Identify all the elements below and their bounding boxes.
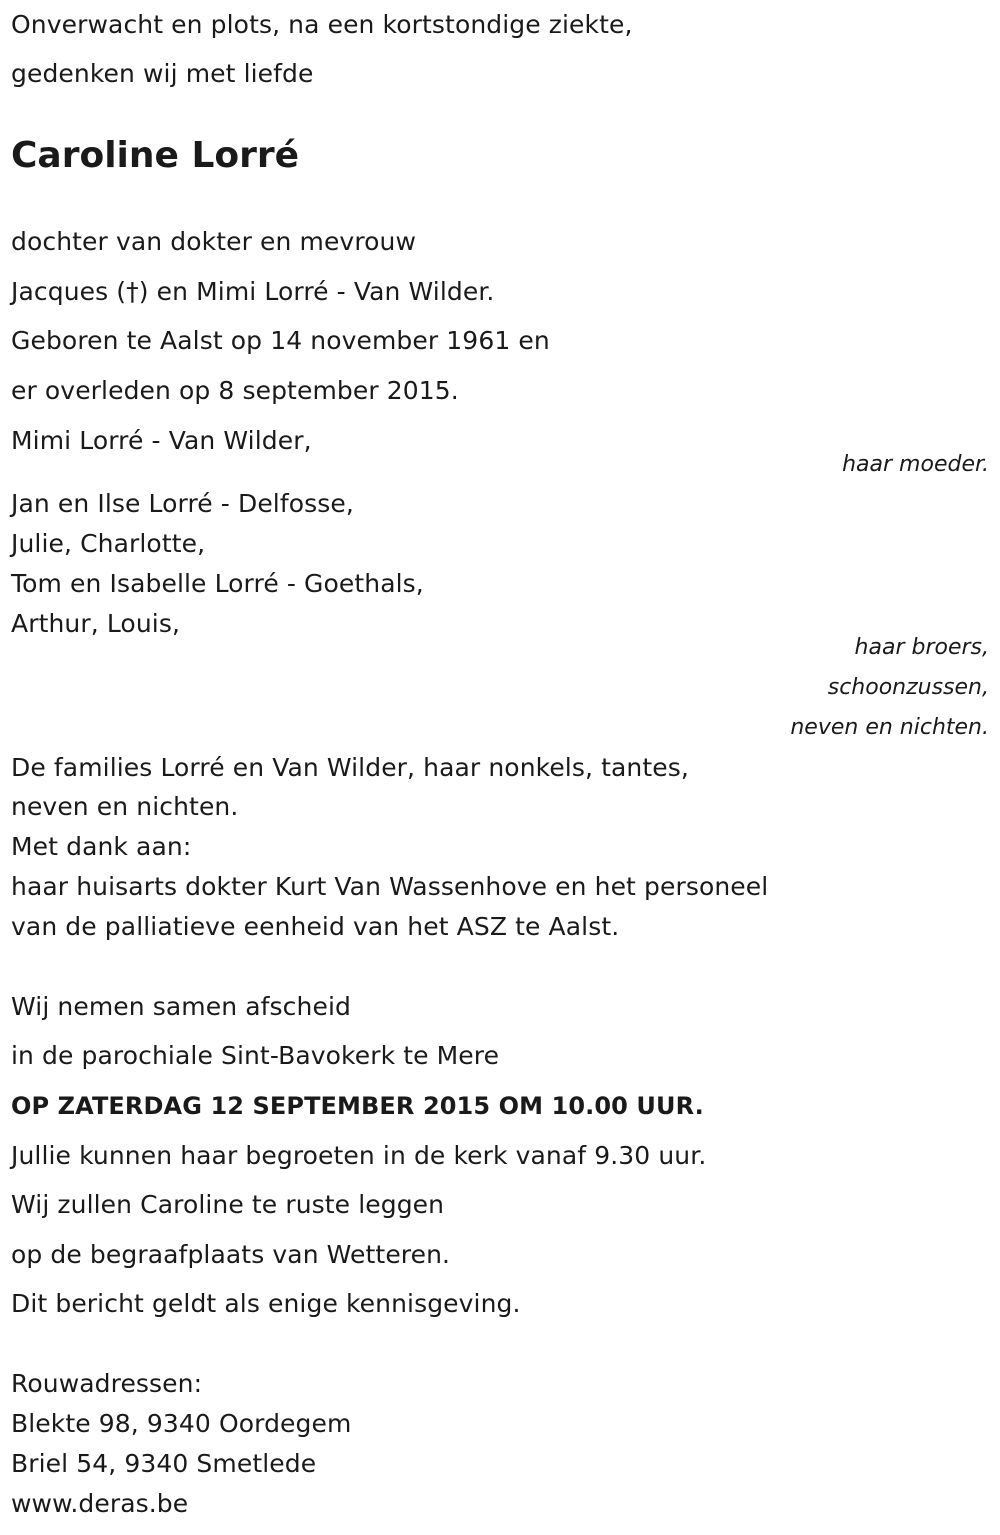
sibling-line: Julie, Charlotte, <box>11 529 206 558</box>
website-link[interactable]: www.deras.be <box>11 1489 189 1518</box>
thanks-label: Met dank aan: <box>11 832 192 861</box>
thanks-line: haar huisarts dokter Kurt Van Wassenhove en het personeel <box>11 872 769 901</box>
deceased-name: Caroline Lorré <box>11 135 300 176</box>
sibling-line: Jan en Ilse Lorré - Delfosse, <box>11 489 354 518</box>
bio-line-4: er overleden op 8 september 2015. <box>11 376 459 405</box>
addresses-label: Rouwadressen: <box>11 1369 203 1398</box>
ceremony-line-2: in de parochiale Sint-Bavokerk te Mere <box>11 1041 500 1070</box>
ceremony-line-5: op de begraafplaats van Wetteren. <box>11 1240 451 1269</box>
ceremony-datetime: OP ZATERDAG 12 SEPTEMBER 2015 OM 10.00 UUR. <box>11 1092 704 1120</box>
intro-line-2: gedenken wij met liefde <box>11 59 314 88</box>
ceremony-line-4: Wij zullen Caroline te ruste leggen <box>11 1190 445 1219</box>
siblings-role-line: schoonzussen, <box>827 675 989 700</box>
bio-line-1: dochter van dokter en mevrouw <box>11 227 417 256</box>
ceremony-line-1: Wij nemen samen afscheid <box>11 992 351 1021</box>
address-line: Blekte 98, 9340 Oordegem <box>11 1409 352 1438</box>
siblings-role-line: haar broers, <box>854 635 989 660</box>
ceremony-line-6: Dit bericht geldt als enige kennisgeving. <box>11 1289 521 1318</box>
thanks-line: van de palliatieve eenheid van het ASZ te Aalst. <box>11 912 620 941</box>
sibling-line: Arthur, Louis, <box>11 609 180 638</box>
others-line: De families Lorré en Van Wilder, haar nonkels, tantes, <box>11 753 689 782</box>
siblings-role-line: neven en nichten. <box>790 715 989 740</box>
others-line: neven en nichten. <box>11 792 239 821</box>
bio-line-3: Geboren te Aalst op 14 november 1961 en <box>11 326 550 355</box>
ceremony-line-3: Jullie kunnen haar begroeten in de kerk vanaf 9.30 uur. <box>11 1141 707 1170</box>
sibling-line: Tom en Isabelle Lorré - Goethals, <box>11 569 424 598</box>
mother-role: haar moeder. <box>842 452 989 477</box>
bio-line-2: Jacques (†) en Mimi Lorré - Van Wilder. <box>11 277 495 306</box>
address-line: Briel 54, 9340 Smetlede <box>11 1449 317 1478</box>
mother-name: Mimi Lorré - Van Wilder, <box>11 426 312 455</box>
intro-line-1: Onverwacht en plots, na een kortstondige ziekte, <box>11 10 633 39</box>
